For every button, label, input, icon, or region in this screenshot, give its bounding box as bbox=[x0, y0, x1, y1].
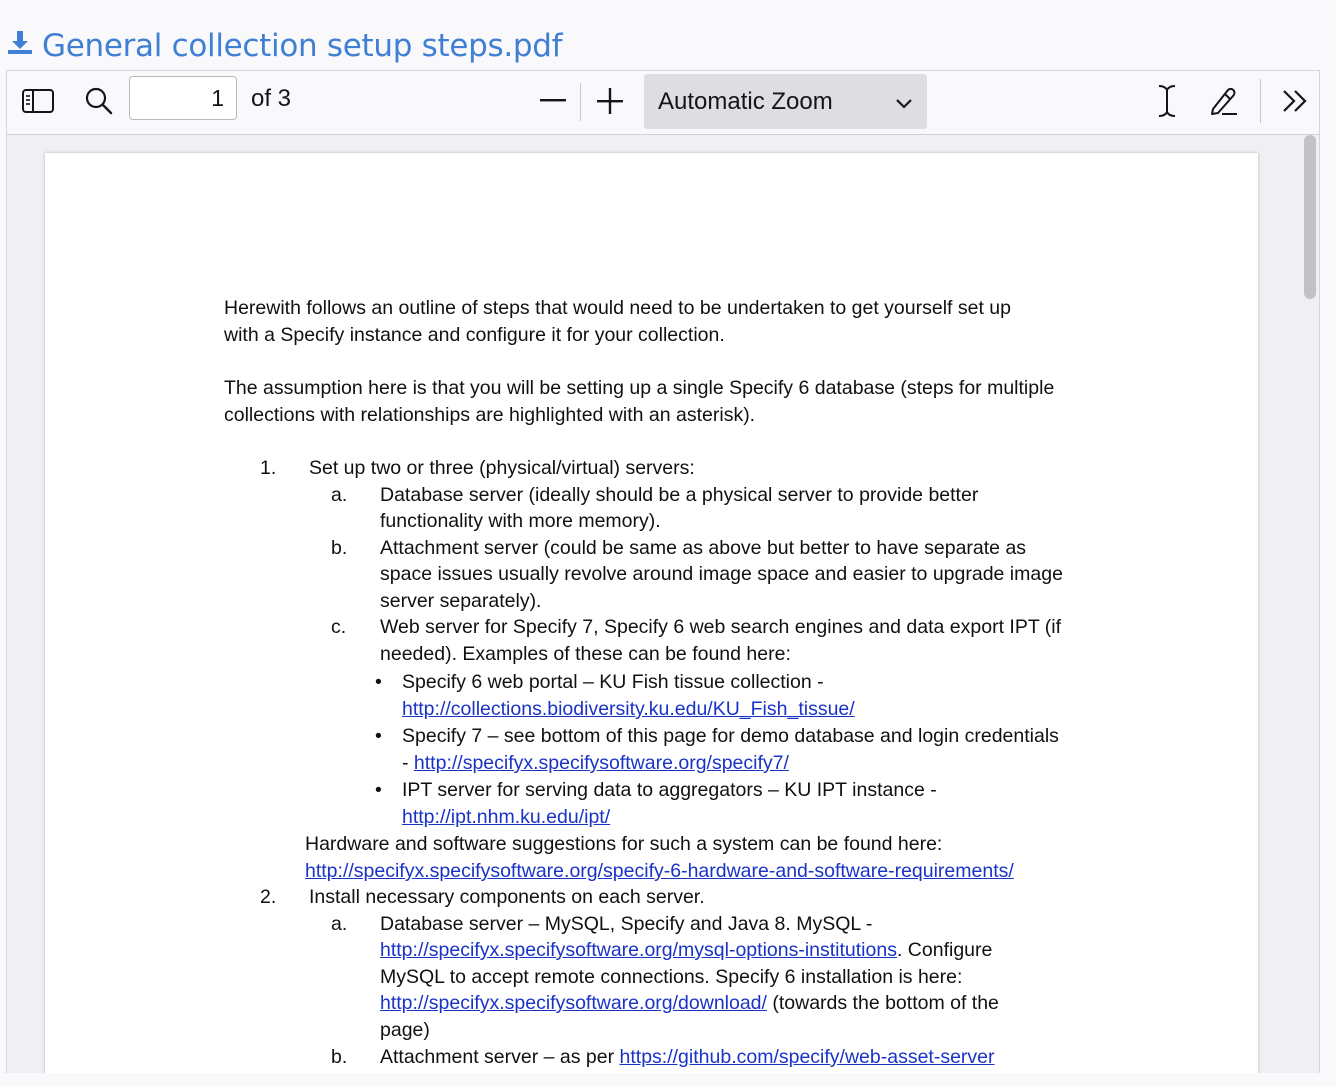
bottom-strip bbox=[0, 1073, 1336, 1086]
zoom-select-value: Automatic Zoom bbox=[658, 87, 833, 115]
substep-text: space issues usually revolve around image space and easier to upgrade image bbox=[380, 563, 1063, 585]
chevron-down-icon bbox=[895, 88, 913, 116]
zoom-divider bbox=[580, 83, 581, 121]
substep-text: Database server (ideally should be a physical server to provide better bbox=[380, 484, 979, 506]
text-cursor-icon bbox=[1156, 84, 1178, 118]
assumption-line: The assumption here is that you will be setting up a single Specify 6 database (steps for multiple bbox=[224, 377, 1055, 399]
intro-line: Herewith follows an outline of steps that would need to be undertaken to get yourself set up bbox=[224, 297, 1011, 319]
download-line bbox=[380, 990, 999, 1017]
substep-text: server separately). bbox=[380, 590, 542, 612]
download-icon bbox=[6, 28, 34, 64]
attachment-line bbox=[380, 1044, 995, 1071]
find-button[interactable] bbox=[79, 81, 119, 121]
attachment-text: Attachment server – as per bbox=[380, 1046, 620, 1068]
pdf-toolbar bbox=[7, 71, 1319, 135]
fish-tissue-link-text[interactable]: http://collections.biodiversity.ku.edu/KU_Fish_tissue/ bbox=[402, 698, 855, 720]
link-prefix: - bbox=[402, 752, 414, 774]
pen-icon bbox=[1207, 85, 1239, 117]
tools-divider bbox=[1260, 79, 1261, 123]
substep-text: Web server for Specify 7, Specify 6 web search engines and data export IPT (if bbox=[380, 616, 1062, 638]
pdf-page bbox=[45, 153, 1258, 1074]
web-asset-server-link[interactable]: https://github.com/specify/web-asset-server bbox=[619, 1046, 995, 1068]
scrollbar-thumb[interactable] bbox=[1304, 135, 1316, 299]
substep-label: b. bbox=[331, 537, 348, 559]
substep-text: Attachment server (could be same as above but better to have separate as bbox=[380, 537, 1027, 559]
bullet-text: IPT server for serving data to aggregators – KU IPT instance - bbox=[402, 779, 937, 801]
bullet-dot: • bbox=[375, 779, 382, 801]
ipt-link[interactable]: http://ipt.nhm.ku.edu/ipt/ bbox=[402, 806, 611, 828]
ipt-link-line bbox=[402, 804, 610, 831]
mysql-options-link[interactable]: http://specifyx.specifysoftware.org/mysql-options-institutions bbox=[380, 939, 897, 961]
sidebar-toggle-icon bbox=[21, 88, 55, 114]
fish-tissue-link[interactable] bbox=[402, 696, 855, 723]
assumption-line: collections with relationships are highlighted with an asterisk). bbox=[224, 404, 756, 426]
plus-icon bbox=[597, 88, 623, 114]
zoom-out-button[interactable] bbox=[533, 83, 573, 119]
download-link[interactable]: http://specifyx.specifysoftware.org/download/ bbox=[380, 992, 767, 1014]
more-tools-button[interactable] bbox=[1275, 83, 1315, 119]
substep-text: MySQL to accept remote connections. Specify 6 installation is here: bbox=[380, 966, 963, 988]
step-number: 2. bbox=[260, 886, 277, 908]
specify7-line bbox=[402, 750, 789, 777]
double-chevron-right-icon bbox=[1281, 89, 1309, 113]
page-count-label: of 3 bbox=[251, 85, 292, 112]
pdf-viewer bbox=[6, 70, 1320, 1074]
substep-text: functionality with more memory). bbox=[380, 510, 661, 532]
bullet-dot: • bbox=[375, 725, 382, 747]
substep-text: page) bbox=[380, 1019, 430, 1041]
file-download-link[interactable] bbox=[6, 26, 562, 66]
substep-text: Database server – MySQL, Specify and Java 8. MySQL - bbox=[380, 913, 873, 935]
substep-label: b. bbox=[331, 1046, 348, 1068]
minus-icon bbox=[540, 99, 566, 103]
substep-text: needed). Examples of these can be found here: bbox=[380, 643, 791, 665]
text-select-button[interactable] bbox=[1147, 81, 1187, 121]
substep-label: a. bbox=[331, 913, 348, 935]
mysql-line bbox=[380, 937, 992, 964]
specify7-link[interactable]: http://specifyx.specifysoftware.org/specify7/ bbox=[413, 752, 789, 774]
zoom-in-button[interactable] bbox=[590, 83, 630, 119]
page-number-input[interactable] bbox=[129, 76, 237, 120]
bullet-text: Specify 7 – see bottom of this page for demo database and login credentials bbox=[402, 725, 1059, 747]
hardware-link-line bbox=[305, 858, 1014, 885]
search-icon bbox=[84, 86, 114, 116]
substep-label: c. bbox=[331, 616, 347, 638]
hardware-link[interactable]: http://specifyx.specifysoftware.org/specify-6-hardware-and-software-requirements/ bbox=[305, 860, 1014, 882]
bullet-dot: • bbox=[375, 671, 382, 693]
step-number: 1. bbox=[260, 457, 277, 479]
draw-button[interactable] bbox=[1203, 81, 1243, 121]
bullet-text: Specify 6 web portal – KU Fish tissue collection - bbox=[402, 671, 824, 693]
step-text: Set up two or three (physical/virtual) servers: bbox=[309, 457, 695, 479]
step-text: Install necessary components on each server. bbox=[309, 886, 705, 908]
file-name[interactable]: General collection setup steps.pdf bbox=[42, 28, 563, 64]
intro-line: with a Specify instance and configure it for your collection. bbox=[224, 324, 725, 346]
download-line-tail: (towards the bottom of the bbox=[766, 992, 999, 1014]
substep-label: a. bbox=[331, 484, 348, 506]
mysql-line-tail: . Configure bbox=[896, 939, 993, 961]
hardware-text: Hardware and software suggestions for such a system can be found here: bbox=[305, 833, 943, 855]
sidebar-toggle-button[interactable] bbox=[17, 83, 59, 119]
zoom-select[interactable] bbox=[644, 74, 927, 129]
